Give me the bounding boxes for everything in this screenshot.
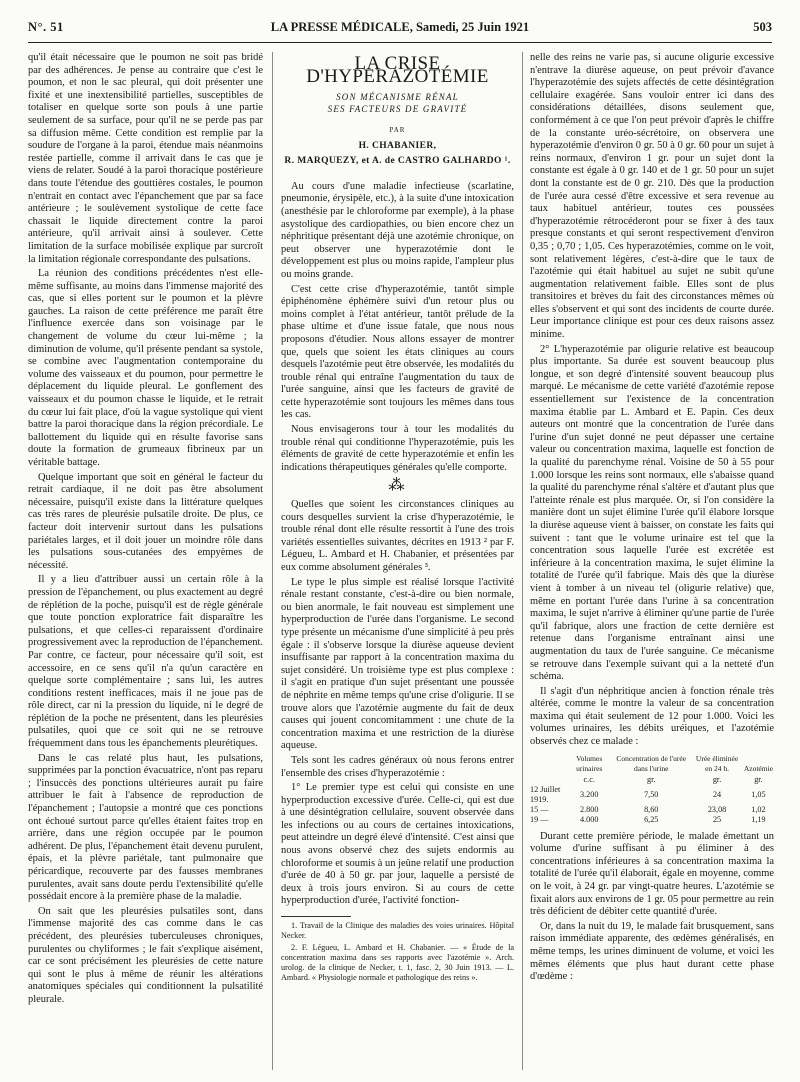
table-cell: 24	[712, 789, 722, 799]
paragraph: Quelles que soient les circonstances cliniques au cours desquelles survient la crise d'hyperazotémie, le trouble rénal dont elle résulte ressortit à l'une des trois variétés essentielles suivantes, décrites en 1913 ² par F. Légueu, L. Ambard et H. Chabanier, et présentées par eux comme absolument générales ³.	[281, 499, 514, 573]
paragraph: Nous envisagerons tour à tour les modalités du trouble rénal qui conditionne l'hyperazotémie, puis les éléments de gravité de cette hyperazotémie et enfin les indications thérapeutiques générales qu'elle comporte.	[281, 424, 514, 473]
column-middle	[281, 52, 514, 1072]
article-authors	[281, 139, 514, 169]
table-row	[530, 805, 774, 815]
table-cell: 25	[712, 814, 722, 824]
paragraph: On sait que les pleurésies pulsatiles sont, dans l'immense majorité des cas comme dans le cas précédent, des pleurésies tuberculeuses chroniques, purulentes ou chyliformes ; le fait s'explique aisément, car ce sont précisément les pleurésies de cette nature qui sont le plus à même de réunir les altérations anatomiques spéciales qui conditionnent la pulsatilité pleurale.	[28, 905, 263, 1005]
table-row	[530, 785, 774, 805]
paragraph: Il y a lieu d'attribuer aussi un certain rôle à la pression de l'épanchement, ou plus exactement au degré de réplétion de la poche, puisqu'il est de règle générale que toute ponction exploratrice fait disparaître les pulsations, et que celles-ci reparaissent d'ordinaire progressivement avec la reproduction de l'épanchement. Par contre, ce facteur, pour nécessaire qu'il soit, est accessoire, en ce sens qu'il n'a qu'un caractère en quelque sorte complémentaire ; sans lui, les autres conditions restent inefficaces, mais il ne joue pas de rôle direct, car ni la pression du liquide, ni le degré de réplétion de la poche ne présentent, dans les pleurésies pulsatiles, quoi que ce soit qui ne se retrouve fréquemment dans tous les épanchements pleurétiques.	[28, 574, 263, 750]
paragraph: Il s'agit d'un néphritique ancien à fonction rénale très altérée, comme le montre la valeur de sa concentration maxima qui était seulement de 12 pour 1.000. Voici les volumes urinaires, les débits uréiques, et l'azotémie observés chez ce malade :	[530, 685, 774, 748]
page-number: 503	[753, 20, 772, 34]
paragraph: Or, dans la nuit du 19, le malade fait brusquement, sans raison immédiate apparente, des œdèmes généralisés, en même temps, les urines diminuent de volume, et voici les mêmes éléments que plus haut durant cette phase d'œdème :	[530, 920, 774, 983]
table-cell: 7,50	[644, 789, 659, 799]
article-subtitle: SES FACTEURS DE GRAVITÉ	[327, 104, 468, 115]
table-cell: 15 —	[530, 804, 549, 814]
table-cell: 1,05	[751, 789, 766, 799]
table-unit: c.c.	[583, 774, 595, 784]
page-header	[28, 20, 772, 43]
paragraph: nelle des reins ne varie pas, si aucune oligurie excessive n'entrave la diurèse aqueuse, on peut prévoir d'avance l'hyperazotémie des sujets affectés de cette désintégration cellulaire exagérée. Sans vouloir entrer ici dans des considérations détaillées, disons seulement que, conformément à ce que l'on peut prévoir d'après le chiffre de la constante uréo-sécrétoire, on observera une hyperazotémie d'environ 0 gr. 50 à 0 gr. 60 pour un sujet à reins normaux, d'environ 1 gr. pour un sujet dont la constante est égale à 0 gr. 140 et de 1 gr. 50 pour un sujet dont la constante est de 0 gr. 210. Dès que la production de l'urée aura cessé d'être excessive et sera revenue au taux habituel antérieur, toutes ces poussées d'hyperazotémie rétrocéderont pour se fixer à des taux presque constants et qui seront respectivement d'environ 0,35 ; 0,70 ; 1,05. Ces hyperazotémies, comme on le voit, sont relativement légères, c'est-à-dire que le taux de l'azotémie qui était habituel au sujet ne subit qu'une augmentation relativement faible. Elles sont de plus transitoires et brèves du fait des circonstances mêmes où elles s'observent et qui sont des incidents de courte durée. Leur importance clinique est pour ces deux raisons assez minime.	[530, 52, 774, 341]
footnote: 1. Travail de la Clinique des maladies des voies urinaires. Hôpital Necker.	[281, 921, 514, 941]
table-header: Concentration de l'urée dans l'urine	[616, 753, 687, 773]
footnote: 2. F. Légueu, L. Ambard et H. Chabanier. — « Étude de la concentration maxima dans ses rapports avec l'azotémie ». Arch. urolog. de la clinique de Necker, t. 1, fasc. 2, 30 Juin 1913. — L. Ambard. « Physiologie normale et pathologique des reins ».	[281, 943, 514, 983]
author-line: H. CHABANIER,	[358, 140, 437, 151]
article-subtitle: SON MÉCANISME RÉNAL	[336, 92, 459, 103]
column-rule	[522, 52, 523, 1070]
author-line: R. MARQUEZY, et A. de CASTRO GALHARDO ¹.	[284, 155, 511, 166]
paragraph: Le type le plus simple est réalisé lorsque l'activité rénale restant constante, c'est-à-dire ou bien normale, ou bien anormale, le fait nouveau est simplement une hyperproduction de l'urée dans l'organisme. Le second type présente un mécanisme d'une simplicité à peu près égale : il s'observe lorsque la diurèse aqueuse devient insuffisante par rapport à la concentration maxima du sujet considéré. Un troisième type est plus complexe : il s'agit en pratique d'un sujet présentant une poussée de néphrite en même temps qu'une crise d'oligurie. Il se trouve alors que l'azotémie augmente du fait de deux causes qui jouent concomitamment : une chute de la concentration maxima et une restriction de la diurèse aqueuse.	[281, 576, 514, 752]
paragraph: Quelque important que soit en général le facteur du retrait cardiaque, il ne doit pas être absolument nécessaire, puisqu'il existe dans la littérature quelques cas très rares de pleurésie pulsatile droite. De plus, ce facteur doit intervenir surtout dans les pulsations pariétales larges, et il doit jouer un moindre rôle dans les pulsations sous-cutanées des empyèmes de nécessité.	[28, 471, 263, 571]
footnote-rule	[281, 916, 351, 917]
paragraph: 2° L'hyperazotémie par oligurie relative est beaucoup plus importante. Sa durée est souvent beaucoup plus longue, et son degré d'intensité souvent beaucoup plus marqué. Le mécanisme de cette variété d'azotémie repose essentiellement sur l'existence de la concentration maxima établie par L. Ambard et E. Papin. Ces deux auteurs ont montré que la concentration de l'urée dans l'urine d'un sujet donné ne peut dépasser une certaine valeur ou concentration maxima, laquelle est fonction de la qualité du parenchyme rénal. Voisine de 50 à 55 pour 1.000 lorsque les reins sont normaux, elle s'abaisse quand la qualité du parenchyme rénal s'altère et d'autant plus que l'atteinte rénale est plus marquée. Or, si l'on considère la manière dont un sujet élimine l'urée qu'il élabore lorsque la diurèse aqueuse vient à baisser, on constate les faits qui suivent : tant que le volume urinaire est tel que la concentration sous laquelle l'urée est excrétée est inférieure à la concentration maxima, le sujet élimine la totalité de l'urée qu'il fabrique. Mais dès que la diurèse vient à tomber à un niveau tel (oligurie relative) que, même en portant l'urée dans l'urine à sa concentration maxima, le sujet n'arrive à éliminer qu'une partie de l'urée qu'il fabrique, alors une fraction de cette dernière est retenue dans l'organisme entraînant ainsi une augmentation du taux de l'urée sanguine. Ce mécanisme se retrouve dans l'exemple suivant qui a la netteté d'un schéma.	[530, 343, 774, 683]
table-header: Azotémie	[743, 763, 773, 773]
table-header	[530, 753, 567, 775]
table-cell: 6,25	[644, 814, 659, 824]
table-cell: 1,02	[751, 804, 766, 814]
table-cell: 2.800	[579, 804, 599, 814]
table-unit: gr.	[712, 774, 722, 784]
paragraph: Durant cette première période, le malade émettant un volume d'urine suffisant à pu éliminer à des concentrations inférieures à sa concentration maxima la totalité de l'urée qu'il élaborait, égale en moyenne, comme on le voit, à 24 gr. par vingt-quatre heures. L'azotémie se fixait alors aux environs de 1 gr. 05 pour permettre au rein très déficient de débiter cette quantité d'urée.	[530, 830, 774, 918]
issue-number: N°. 51	[28, 20, 64, 34]
table-cell: 12 Juillet 1919.	[530, 784, 561, 804]
urine-data-table	[530, 753, 774, 825]
table-cell: 23,08	[707, 804, 727, 814]
column-left	[28, 52, 263, 1072]
section-separator: ⁂	[388, 477, 407, 495]
paragraph: C'est cette crise d'hyperazotémie, tantôt simple épiphénomène éphémère suivi d'un retour plus ou moins complet à l'état antérieur, tantôt prélude de la phase ultime et d'une issue fatale, que nous nous proposons d'étudier. Nous allons essayer de montrer que, quels que soient les états cliniques au cours desquels l'azotémie peut être observée, les modalités du trouble rénal qui entraîne l'augmentation du taux de l'urée sanguine, ainsi que les facteurs de gravité de cette hyperazotémie sont toujours les mêmes dans tous les cas.	[281, 283, 514, 421]
paragraph: Au cours d'une maladie infectieuse (scarlatine, pneumonie, érysipèle, etc.), à la suite d'une intoxication (anesthésie par le chloroforme par exemple), à la phase asystolique des cardiopathies, ou bien encore chez un néphritique présentant déjà une azotémie chronique, on peut observer une hyperazotémie dont le développement est plus ou moins rapide, l'ampleur plus ou moins grande.	[281, 180, 514, 280]
column-rule	[272, 52, 273, 1070]
paragraph: La réunion des conditions précédentes n'est elle-même suffisante, au moins dans l'immense majorité des cas, que si elles portent sur le poumon et la plèvre gauches. La raison de cette préférence me paraît être l'influence exercée dans son voisinage par le changement de volume du cœur lui-même ; la diminution de volume, qu'il présente pendant sa systole, se combine avec l'augmentation contemporaine du volume des vaisseaux et du poumon, pour permettre le déplacement du liquide pleural. Le gonflement des vaisseaux et du poumon chasse le liquide, et le retrait du cœur lui fait place, d'où la vague systolique qui vient battre la paroi thoracique dans la région précordiale. Le ballottement du liquide qui en résulte favorise sans doute la formation de grumeaux fibrineux par un véritable battage.	[28, 268, 263, 468]
column-right	[530, 52, 774, 1072]
table-cell: 8,60	[644, 804, 659, 814]
byline-par: PAR	[389, 126, 406, 135]
table-cell: 3.200	[579, 789, 599, 799]
paragraph: qu'il était nécessaire que le poumon ne soit pas bridé par des adhérences. Je pense au contraire que c'est le poumon, et non le sac pleural, qui doit présenter une fixité et une inextensibilité partielles, susceptibles de totaliser en quelque sorte son pouls à une partie seulement de sa surface, pour qu'il ne se perde pas par sa diffusion même. Cette condition est remplie par la soudure de l'organe à la paroi, étendue mais néanmoins restée partielle, comme il arrivait dans le cas que je viens de relater. Soudé à la paroi thoracique postérieure dans toute l'étendue des gouttières costales, le poumon n'entrait en contact avec l'épanchement que par sa face antérieure ; le soulèvement systolique de cette face chassait le liquide directement contre la paroi antérieure, qu'il arrivait ainsi à soulever. Cette limitation de la surface mobilisée explique par surcroît la limitation régionale correspondante des pulsations.	[28, 52, 263, 265]
table-row	[530, 815, 774, 825]
paragraph: Tels sont les cadres généraux où nous ferons entrer l'ensemble des crises d'hyperazotémie :	[281, 754, 514, 779]
paragraph: Dans le cas relaté plus haut, les pulsations, supprimées par la ponction évacuatrice, n'ont pas reparu ; l'insuccès des ponctions ultérieures aurait pu faire attribuer le fait à l'absence de reproduction de l'épanchement ; l'autopsie a montré que ces ponctions ont échoué surtout parce qu'elles étaient faites trop en arrière, dans une région occupée par le poumon adhérent. De plus, l'épanchement était devenu purulent, épais, et la plèvre pariétale, tant pulmonaire que péricardique, recouverte par des fausses membranes purulentes, avait sans doute perdu l'extensibilité qu'elle possédait encore à la première phase de la maladie.	[28, 752, 263, 903]
table-unit: gr.	[647, 774, 656, 784]
table-unit	[530, 775, 567, 785]
table-cell: 4.000	[579, 814, 599, 824]
table-cell: 1,19	[751, 814, 766, 824]
table-unit: gr.	[754, 774, 763, 784]
table-cell: 19 —	[530, 814, 549, 824]
article-title: LA CRISE D'HYPERAZOTÉMIE	[306, 53, 489, 87]
table-header: Urée éliminée en 24 h.	[695, 753, 739, 773]
journal-title: LA PRESSE MÉDICALE, Samedi, 25 Juin 1921	[270, 20, 530, 34]
table-header: Volumes urinaires	[576, 753, 603, 773]
paragraph: 1° Le premier type est celui qui consiste en une hyperproduction excessive d'urée. Celle-ci, qui est due à une désintégration cellulaire, souvent observée dans les infections ou au cours de certaines intoxications, peut atteindre un degré élevé d'intensité. C'est ainsi que nous avons observé chez des sujets endormis au chloroforme et soumis à un jeûne relatif une production d'urée de 40 à 50 gr. par jour, laquelle a persisté de deux à trois jours environ. Si au cours de cette hyperproduction d'urée, l'activité fonction-	[281, 782, 514, 907]
